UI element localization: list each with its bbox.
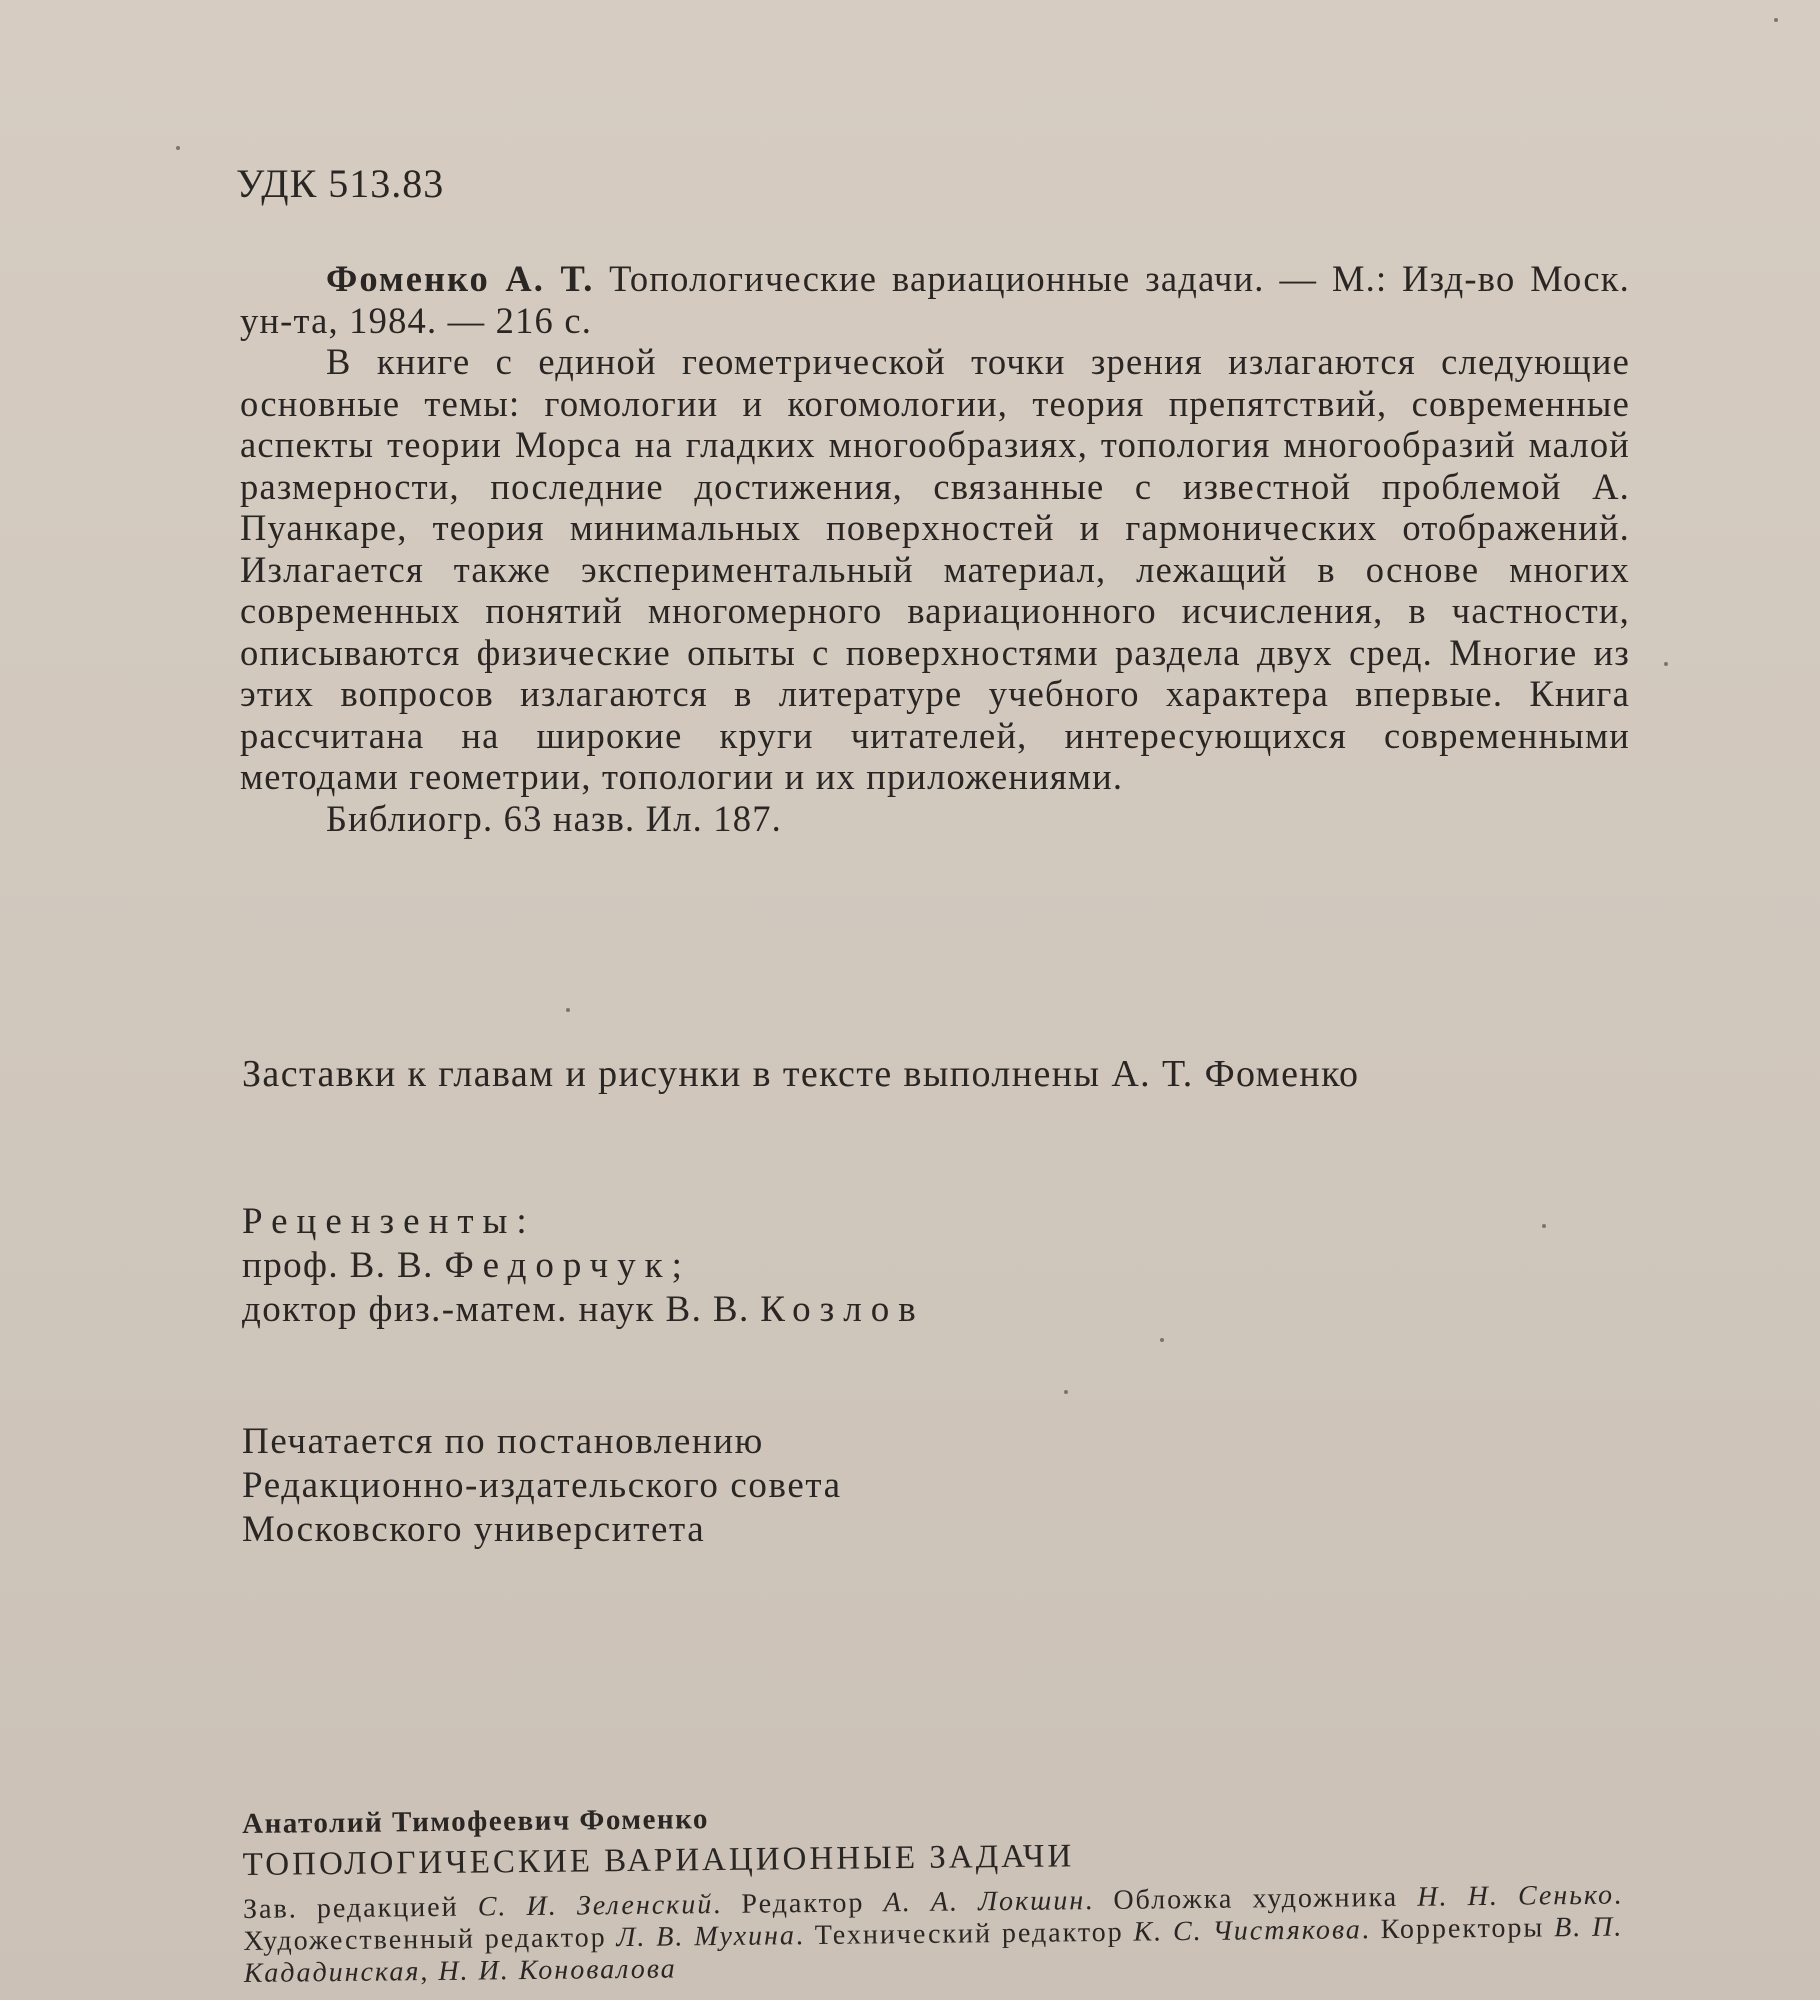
reviewer-2-title: доктор физ.-матем. наук В. В.: [242, 1289, 761, 1330]
paper-speck: [1542, 1224, 1546, 1228]
credit-text: . Редактор: [713, 1887, 884, 1921]
illustrations-note: Заставки к главам и рисунки в тексте выполнены А. Т. Фоменко: [242, 1053, 1360, 1095]
paper-speck: [1664, 662, 1668, 666]
paper-speck: [1774, 18, 1778, 22]
bibliographic-citation: [240, 258, 1630, 341]
paper-speck: [566, 1008, 570, 1012]
credit-name: Л. В. Мухина: [616, 1920, 797, 1954]
abstract-block: [240, 258, 1630, 839]
paper-speck: [1064, 1390, 1068, 1394]
approval-line-1: Печатается по постановлению: [242, 1421, 764, 1462]
credit-name: Н. И. Коновалова: [438, 1953, 677, 1987]
credit-name: Н. Н. Сенько: [1417, 1879, 1615, 1913]
approval-line-3: Московского университета: [242, 1509, 706, 1550]
udk-code: УДК 513.83: [236, 161, 445, 206]
credit-name: К. С. Чистякова: [1133, 1914, 1362, 1948]
colophon-title: ТОПОЛОГИЧЕСКИЕ ВАРИАЦИОННЫЕ ЗАДАЧИ: [242, 1838, 1075, 1883]
colophon-credits: [243, 1880, 1624, 2000]
reviewer-2-name: Козлов: [760, 1289, 925, 1330]
credit-name: С. И. Зеленский: [477, 1889, 714, 1923]
paper-speck: [1160, 1338, 1164, 1342]
reviewer-1-punct: ;: [671, 1245, 684, 1286]
citation-details: Топологические вариационные задачи. — М.: Изд-во Моск. ун-та, 1984. — 216 с.: [240, 258, 1630, 341]
reviewer-1: [242, 1244, 925, 1288]
credit-name: А. А. Локшин: [883, 1885, 1086, 1919]
credit-text: . Художественный редактор: [243, 1879, 1624, 1957]
reviewer-1-name: Федорчук: [444, 1245, 672, 1286]
reviewers-heading: Рецензенты:: [242, 1201, 536, 1242]
credit-text: ,: [420, 1955, 439, 1988]
credit-text: Зав. редакцией: [242, 1891, 478, 1925]
approval-line-2: Редакционно-издательского совета: [242, 1465, 842, 1506]
credit-text: . Обложка художника: [1085, 1881, 1418, 1917]
colophon-block: [242, 1794, 1624, 2000]
colophon-author: Анатолий Тимофеевич Фоменко: [242, 1803, 710, 1840]
bibliography-note: Библиогр. 63 назв. Ил. 187.: [326, 797, 782, 839]
reviewer-2: [242, 1288, 925, 1332]
credit-text: . Корректоры: [1361, 1912, 1555, 1946]
paper-speck: [176, 146, 180, 150]
abstract-text: В книге с единой геометрической точки зрения излагаются следующие основные темы: гомологии и когомологии, теория препятствий, современные аспекты теории Морса на гладких многообразиях, топология многообразий малой размерности, последние достижения, связанные с известной проблемой А. Пуанкаре, теория минимальных поверхностей и гармонических отображений. Излагается также экспериментальный материал, лежащий в основе многих современных понятий многомерного вариационного исчисления, в частности, описываются физические опыты с поверхностями раздела двух сред. Многие из этих вопросов излагаются в литературе учебного характера впервые. Книга рассчитана на широкие круги читателей, интересующихся современными методами геометрии, топологии и их приложениями.: [240, 341, 1630, 797]
credit-name: В. П. Кададинская: [243, 1911, 1624, 1989]
approval-block: [242, 1420, 842, 1552]
citation-author: Фоменко А. Т.: [326, 258, 595, 299]
reviewer-1-title: проф. В. В.: [242, 1245, 445, 1286]
credit-text: . Технический редактор: [795, 1916, 1134, 1952]
reviewers-block: [242, 1200, 925, 1332]
